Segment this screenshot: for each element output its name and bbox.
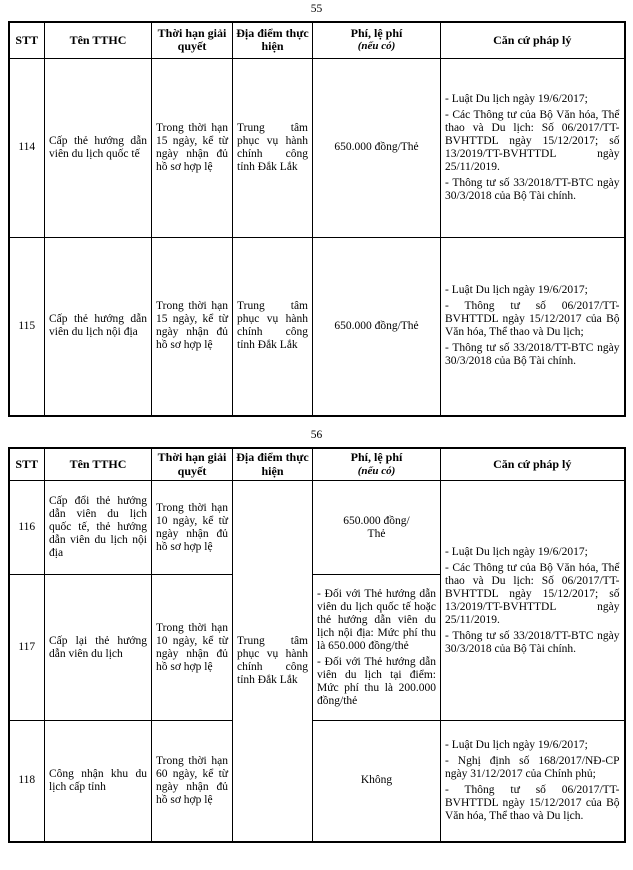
cell-duration: Trong thời hạn 15 ngày, kể từ ngày nhận đủ hồ sơ hợp lệ <box>152 58 233 237</box>
header-fee-note: (nếu có) <box>357 464 396 477</box>
cell-procedure-name: Cấp đổi thẻ hướng dẫn viên du lịch quốc tế, thẻ hướng dẫn viên du lịch nội địa <box>45 481 152 575</box>
cell-legal-basis <box>441 721 625 842</box>
cell-procedure-name: Cấp lại thẻ hướng dẫn viên du lịch <box>45 575 152 721</box>
cell-fee <box>313 575 441 721</box>
legal-item: - Thông tư số 33/2018/TT-BTC ngày 30/3/2018 của Bộ Tài chính. <box>445 176 620 202</box>
fee-line: Thẻ <box>367 527 386 540</box>
cell-location: Trung tâm phục vụ hành chính công tỉnh Đắk Lắk <box>233 58 313 237</box>
header-phi-le-phi <box>313 448 441 481</box>
cell-legal-basis <box>441 237 625 416</box>
table-row-118 <box>9 721 625 842</box>
fee-item: - Đối với Thẻ hướng dẫn viên du lịch tại điểm: Mức phí thu là 200.000 đồng/thẻ <box>317 655 436 707</box>
procedures-table-page-56 <box>8 447 626 843</box>
document-page-55 <box>0 0 633 417</box>
page-number-56: 56 <box>310 429 323 441</box>
legal-item: - Luật Du lịch ngày 19/6/2017; <box>445 92 588 105</box>
procedures-table-page-55 <box>8 21 626 417</box>
legal-item: - Các Thông tư của Bộ Văn hóa, Thể thao và Du lịch: Số 06/2017/TT-BVHTTDL ngày 15/12/2017; số 13/2019/TT-BVHTTDL ngày 25/11/2019. <box>445 108 620 173</box>
table-header-row <box>9 448 625 481</box>
header-fee-title: Phí, lệ phí <box>350 25 403 40</box>
fee-line: 650.000 đồng/ <box>343 514 410 527</box>
header-ten-tthc: Tên TTHC <box>45 448 152 481</box>
table-row-115 <box>9 237 625 416</box>
cell-location: Trung tâm phục vụ hành chính công tỉnh Đắk Lắk <box>233 237 313 416</box>
header-fee-note: (nếu có) <box>357 40 396 53</box>
fee-item: - Đối với Thẻ hướng dẫn viên du lịch quốc tế hoặc thẻ hướng dẫn viên du lịch nội địa: Mức phí thu là 650.000 đồng/thẻ <box>317 587 436 652</box>
cell-fee <box>313 481 441 575</box>
cell-stt: 118 <box>9 721 45 842</box>
header-dia-diem-thuc-hien: Địa điểm thực hiện <box>233 448 313 481</box>
cell-stt: 115 <box>9 237 45 416</box>
cell-fee: 650.000 đồng/Thẻ <box>313 237 441 416</box>
header-can-cu-phap-ly: Căn cứ pháp lý <box>441 448 625 481</box>
table-row-116 <box>9 481 625 575</box>
legal-item: - Thông tư số 06/2017/TT-BVHTTDL ngày 15/12/2017 của Bộ Văn hóa, Thể thao và Du lịch; <box>445 300 620 339</box>
header-can-cu-phap-ly: Căn cứ pháp lý <box>441 22 625 58</box>
header-ten-tthc: Tên TTHC <box>45 22 152 58</box>
legal-item: - Thông tư số 06/2017/TT-BVHTTDL ngày 15/12/2017 của Bộ Văn hóa, Thể thao và Du lịch. <box>445 783 620 822</box>
cell-fee: Không <box>313 721 441 842</box>
cell-duration: Trong thời hạn 10 ngày, kể từ ngày nhận đủ hồ sơ hợp lệ <box>152 575 233 721</box>
document-page-56 <box>0 429 633 843</box>
header-stt: STT <box>9 22 45 58</box>
cell-duration: Trong thời hạn 60 ngày, kể từ ngày nhận đủ hồ sơ hợp lệ <box>152 721 233 842</box>
cell-duration: Trong thời hạn 15 ngày, kể từ ngày nhận đủ hồ sơ hợp lệ <box>152 237 233 416</box>
legal-item: - Luật Du lịch ngày 19/6/2017; <box>445 545 588 558</box>
table-header-row <box>9 22 625 58</box>
header-phi-le-phi <box>313 22 441 58</box>
cell-duration: Trong thời hạn 10 ngày, kể từ ngày nhận đủ hồ sơ hợp lệ <box>152 481 233 575</box>
cell-procedure-name: Công nhận khu du lịch cấp tỉnh <box>45 721 152 842</box>
cell-legal-basis <box>441 58 625 237</box>
header-thoi-han-giai-quyet: Thời hạn giải quyết <box>152 22 233 58</box>
cell-procedure-name: Cấp thẻ hướng dẫn viên du lịch quốc tế <box>45 58 152 237</box>
header-thoi-han-giai-quyet: Thời hạn giải quyết <box>152 448 233 481</box>
legal-item: - Luật Du lịch ngày 19/6/2017; <box>445 738 588 751</box>
cell-stt: 117 <box>9 575 45 721</box>
cell-procedure-name: Cấp thẻ hướng dẫn viên du lịch nội địa <box>45 237 152 416</box>
cell-legal-basis-merged <box>441 481 625 721</box>
cell-location-merged: Trung tâm phục vụ hành chính công tỉnh Đắk Lắk <box>233 481 313 842</box>
page-number-55: 55 <box>310 3 323 15</box>
legal-item: - Thông tư số 33/2018/TT-BTC ngày 30/3/2018 của Bộ Tài chính. <box>445 629 620 655</box>
legal-item: - Các Thông tư của Bộ Văn hóa, Thể thao và Du lịch: Số 06/2017/TT-BVHTTDL ngày 15/12/2017; số 13/2019/TT-BVHTTDL ngày 25/11/2019. <box>445 561 620 626</box>
cell-stt: 116 <box>9 481 45 575</box>
header-dia-diem-thuc-hien: Địa điểm thực hiện <box>233 22 313 58</box>
cell-stt: 114 <box>9 58 45 237</box>
table-row-114 <box>9 58 625 237</box>
legal-item: - Nghị định số 168/2017/NĐ-CP ngày 31/12/2017 của Chính phủ; <box>445 754 620 780</box>
cell-fee: 650.000 đồng/Thẻ <box>313 58 441 237</box>
header-stt: STT <box>9 448 45 481</box>
legal-item: - Luật Du lịch ngày 19/6/2017; <box>445 284 588 297</box>
legal-item: - Thông tư số 33/2018/TT-BTC ngày 30/3/2018 của Bộ Tài chính. <box>445 342 620 368</box>
header-fee-title: Phí, lệ phí <box>350 450 403 464</box>
